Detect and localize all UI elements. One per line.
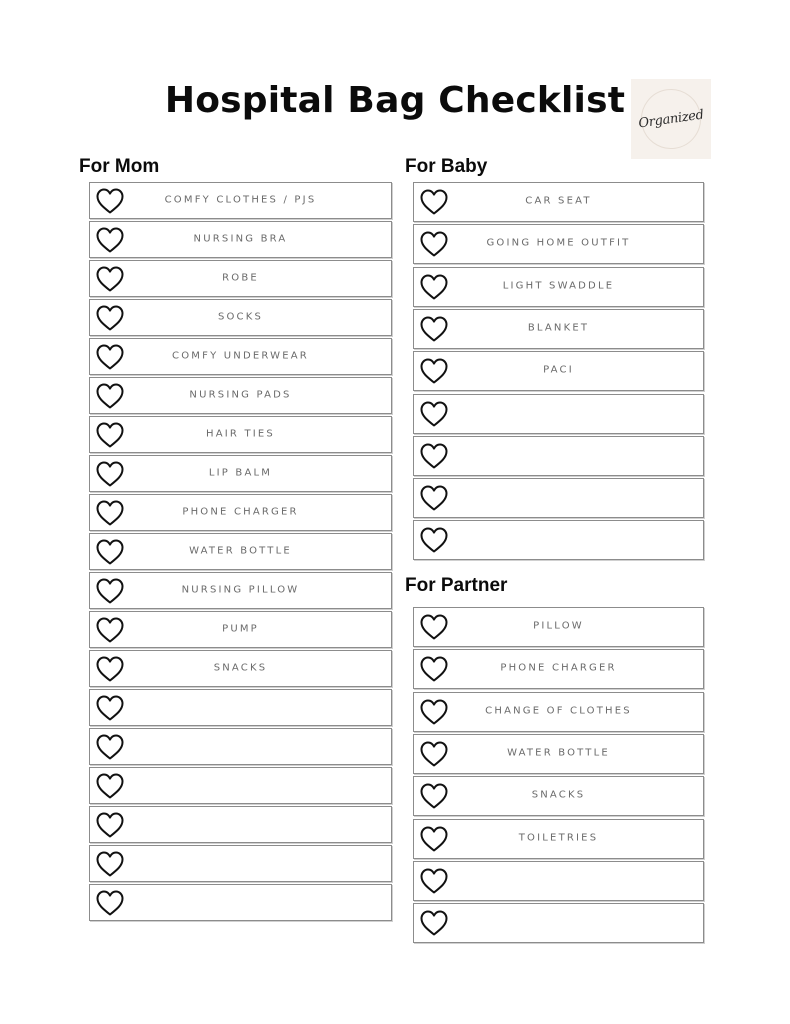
checklist-baby xyxy=(413,182,704,562)
heart-icon[interactable] xyxy=(419,484,449,512)
checklist-row[interactable] xyxy=(413,182,704,222)
checklist-row[interactable] xyxy=(413,819,704,859)
heart-icon[interactable] xyxy=(419,655,449,683)
heart-icon[interactable] xyxy=(95,499,125,527)
heart-icon[interactable] xyxy=(419,613,449,641)
checklist-item-label: SOCKS xyxy=(217,311,264,323)
checklist-row[interactable] xyxy=(413,267,704,307)
heart-icon[interactable] xyxy=(95,889,125,917)
heart-icon[interactable] xyxy=(419,442,449,470)
heart-icon[interactable] xyxy=(95,265,125,293)
organized-logo xyxy=(631,79,711,159)
checklist-item-label: NURSING BRA xyxy=(193,233,288,245)
heart-icon[interactable] xyxy=(419,740,449,768)
heart-icon[interactable] xyxy=(95,460,125,488)
checklist-row[interactable] xyxy=(89,884,392,921)
heart-icon[interactable] xyxy=(95,811,125,839)
checklist-row[interactable] xyxy=(89,728,392,765)
heart-icon[interactable] xyxy=(95,304,125,332)
heart-icon[interactable] xyxy=(95,655,125,683)
checklist-item-label: SNACKS xyxy=(531,789,586,801)
checklist-row[interactable] xyxy=(89,221,392,258)
checklist-row[interactable] xyxy=(413,903,704,943)
checklist-item-label: PILLOW xyxy=(533,620,584,632)
section-heading-mom: For Mom xyxy=(79,156,160,177)
checklist-partner xyxy=(413,607,704,944)
checklist-row[interactable] xyxy=(89,611,392,648)
heart-icon[interactable] xyxy=(95,343,125,371)
heart-icon[interactable] xyxy=(95,187,125,215)
checklist-row[interactable] xyxy=(413,478,704,518)
checklist-row[interactable] xyxy=(89,416,392,453)
heart-icon[interactable] xyxy=(419,400,449,428)
heart-icon[interactable] xyxy=(419,230,449,258)
heart-icon[interactable] xyxy=(95,382,125,410)
checklist-item-label: CAR SEAT xyxy=(525,195,592,207)
checklist-item-label: TOILETRIES xyxy=(518,832,599,844)
checklist-item-label: WATER BOTTLE xyxy=(507,747,610,759)
checklist-row[interactable] xyxy=(89,338,392,375)
checklist-item-label: COMFY CLOTHES / PJS xyxy=(164,194,317,206)
checklist-row[interactable] xyxy=(89,689,392,726)
checklist-row[interactable] xyxy=(413,734,704,774)
checklist-row[interactable] xyxy=(413,436,704,476)
heart-icon[interactable] xyxy=(95,616,125,644)
page-title: Hospital Bag Checklist xyxy=(164,80,626,121)
heart-icon[interactable] xyxy=(419,315,449,343)
heart-icon[interactable] xyxy=(419,867,449,895)
checklist-row[interactable] xyxy=(89,377,392,414)
checklist-row[interactable] xyxy=(89,650,392,687)
heart-icon[interactable] xyxy=(419,825,449,853)
heart-icon[interactable] xyxy=(95,538,125,566)
checklist-item-label: NURSING PADS xyxy=(189,389,292,401)
heart-icon[interactable] xyxy=(95,850,125,878)
heart-icon[interactable] xyxy=(419,188,449,216)
checklist-row[interactable] xyxy=(89,572,392,609)
logo-text: Organized xyxy=(637,107,705,131)
heart-icon[interactable] xyxy=(95,772,125,800)
checklist-row[interactable] xyxy=(89,299,392,336)
checklist-item-label: BLANKET xyxy=(527,322,590,334)
heart-icon[interactable] xyxy=(419,909,449,937)
checklist-item-label: GOING HOME OUTFIT xyxy=(486,237,631,249)
checklist-row[interactable] xyxy=(413,224,704,264)
checklist-row[interactable] xyxy=(89,806,392,843)
checklist-row[interactable] xyxy=(413,649,704,689)
checklist-row[interactable] xyxy=(89,260,392,297)
section-heading-partner: For Partner xyxy=(405,575,508,596)
checklist-row[interactable] xyxy=(89,767,392,804)
heart-icon[interactable] xyxy=(419,273,449,301)
checklist-item-label: CHANGE OF CLOTHES xyxy=(485,705,632,717)
checklist-row[interactable] xyxy=(89,455,392,492)
checklist-item-label: ROBE xyxy=(222,272,259,284)
checklist-item-label: PHONE CHARGER xyxy=(182,506,299,518)
checklist-row[interactable] xyxy=(89,494,392,531)
heart-icon[interactable] xyxy=(95,226,125,254)
checklist-item-label: PHONE CHARGER xyxy=(500,662,617,674)
checklist-row[interactable] xyxy=(413,394,704,434)
checklist-row[interactable] xyxy=(413,607,704,647)
heart-icon[interactable] xyxy=(95,577,125,605)
heart-icon[interactable] xyxy=(419,782,449,810)
checklist-mom xyxy=(89,182,392,922)
checklist-row[interactable] xyxy=(89,845,392,882)
checklist-item-label: WATER BOTTLE xyxy=(189,545,292,557)
section-heading-baby: For Baby xyxy=(405,156,488,177)
checklist-item-label: PACI xyxy=(543,364,574,376)
heart-icon[interactable] xyxy=(95,733,125,761)
checklist-item-label: COMFY UNDERWEAR xyxy=(172,350,309,362)
checklist-row[interactable] xyxy=(413,861,704,901)
checklist-item-label: LIP BALM xyxy=(208,467,273,479)
checklist-row[interactable] xyxy=(413,351,704,391)
heart-icon[interactable] xyxy=(419,698,449,726)
checklist-row[interactable] xyxy=(413,776,704,816)
heart-icon[interactable] xyxy=(419,357,449,385)
checklist-item-label: SNACKS xyxy=(213,662,268,674)
checklist-item-label: HAIR TIES xyxy=(206,428,275,440)
checklist-row[interactable] xyxy=(413,692,704,732)
checklist-item-label: NURSING PILLOW xyxy=(181,584,300,596)
checklist-item-label: LIGHT SWADDLE xyxy=(502,280,615,292)
checklist-row[interactable] xyxy=(413,520,704,560)
checklist-item-label: PUMP xyxy=(222,623,259,635)
checklist-row[interactable] xyxy=(89,533,392,570)
heart-icon[interactable] xyxy=(95,421,125,449)
logo-ring xyxy=(637,85,705,153)
heart-icon[interactable] xyxy=(95,694,125,722)
checklist-row[interactable] xyxy=(89,182,392,219)
heart-icon[interactable] xyxy=(419,526,449,554)
checklist-row[interactable] xyxy=(413,309,704,349)
